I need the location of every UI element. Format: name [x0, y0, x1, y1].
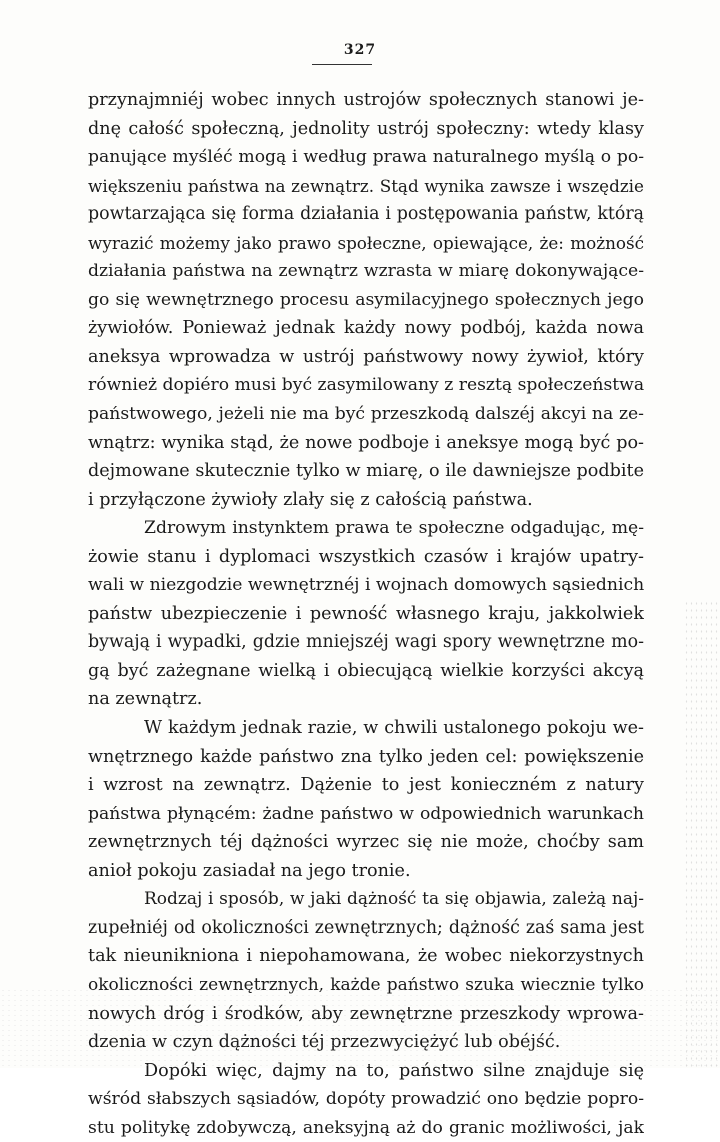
text-line: państw ubezpieczenie i pewność własnego kraju, jakkolwiek — [88, 603, 644, 624]
paragraph-end-line: na zewnątrz. — [88, 689, 203, 710]
text-line: gą być zażegnane wielką i obiecującą wielkie korzyści akcyą — [88, 660, 644, 681]
text-line: również dopiéro musi być zasymilowany z resztą społeczeństwa — [88, 375, 644, 396]
text-line: wnątrz: wynika stąd, że nowe podboje i aneksye mogą być po- — [88, 432, 644, 453]
paragraph-end-line: anioł pokoju zasiadał na jego tronie. — [88, 860, 411, 881]
text-line: nowych dróg i środków, aby zewnętrzne przeszkody wprowa- — [88, 1003, 644, 1024]
text-line: panujące myśléć mogą i według prawa naturalnego myślą o po- — [88, 147, 644, 168]
text-line: wali w niezgodzie wewnętrznéj i wojnach domowych sąsiednich — [88, 575, 644, 596]
header-rule — [312, 64, 372, 65]
text-line: tak nieunikniona i niepohamowana, że wobec niekorzystnych — [88, 946, 644, 967]
text-line: stu politykę zdobywczą, aneksyjną aż do granic możliwości, jak — [88, 1117, 644, 1138]
body-text — [88, 86, 644, 1142]
text-line: większeniu państwa na zewnątrz. Stąd wynika zawsze i wszędzie — [88, 175, 644, 196]
paragraph-end-line: i przyłączone żywioły zlały się z całością państwa. — [88, 489, 533, 510]
text-line: i wzrost na zewnątrz. Dążenie to jest konieczném z natury — [88, 775, 644, 796]
text-line: żowie stanu i dyplomaci wszystkich czasów i krajów upatry- — [88, 546, 644, 567]
text-line: państwa płynącém: żadne państwo w odpowiednich warunkach — [88, 803, 644, 824]
paragraph-start-line: Dopóki więc, dajmy na to, państwo silne znajduje się — [144, 1060, 644, 1081]
text-line: przynajmniéj wobec innych ustrojów społecznych stanowi je- — [88, 90, 644, 110]
text-line: działania państwa na zewnątrz wzrasta w miarę dokonywające- — [88, 261, 644, 282]
text-line: dejmowane skutecznie tylko w miarę, o ile dawniejsze podbite — [88, 461, 644, 482]
text-line: wnętrznego każde państwo zna tylko jeden cel: powiększenie — [88, 746, 644, 767]
text-line: okoliczności zewnętrznych, każde państwo szuka wiecznie tylko — [88, 974, 644, 995]
text-line: wyrazić możemy jako prawo społeczne, opiewające, że: możność — [88, 232, 644, 253]
text-line: powtarzająca się forma działania i postępowania państw, którą — [88, 204, 644, 225]
paragraph-start-line: Zdrowym instynktem prawa te społeczne odgadując, mę- — [144, 518, 644, 539]
paper-speckle-bottom — [0, 988, 720, 1068]
text-line: dnę całość społeczną, jednolity ustrój społeczny: wtedy klasy — [88, 118, 644, 139]
text-line: zupełniéj od okoliczności zewnętrznych; dążność zaś sama jest — [88, 917, 644, 938]
text-line: żywiołów. Ponieważ jednak każdy nowy podbój, każda nowa — [88, 318, 644, 339]
paragraph-start-line: W każdym jednak razie, w chwili ustalonego pokoju we- — [144, 718, 644, 739]
text-line: wśród słabszych sąsiadów, dopóty prowadzić ono będzie popro- — [88, 1089, 644, 1110]
page-number: 327 — [343, 42, 377, 58]
text-line: go się wewnętrznego procesu asymilacyjnego społecznych jego — [88, 289, 644, 310]
text-line: państwowego, jeżeli nie ma być przeszkodą dalszéj akcyi na ze- — [88, 404, 644, 425]
text-line: aneksya wprowadza w ustrój państwowy nowy żywioł, który — [88, 346, 644, 367]
paragraph-start-line: Rodzaj i sposób, w jaki dążność ta się objawia, zależą naj- — [144, 889, 644, 910]
text-line: bywają i wypadki, gdzie mniejszéj wagi spory wewnętrzne mo- — [88, 632, 644, 653]
paragraph-end-line: dzenia w czyn dążności téj przezwyciężyć lub obéjść. — [88, 1032, 561, 1053]
text-line: zewnętrznych téj dążności wyrzec się nie może, choćby sam — [88, 832, 644, 853]
